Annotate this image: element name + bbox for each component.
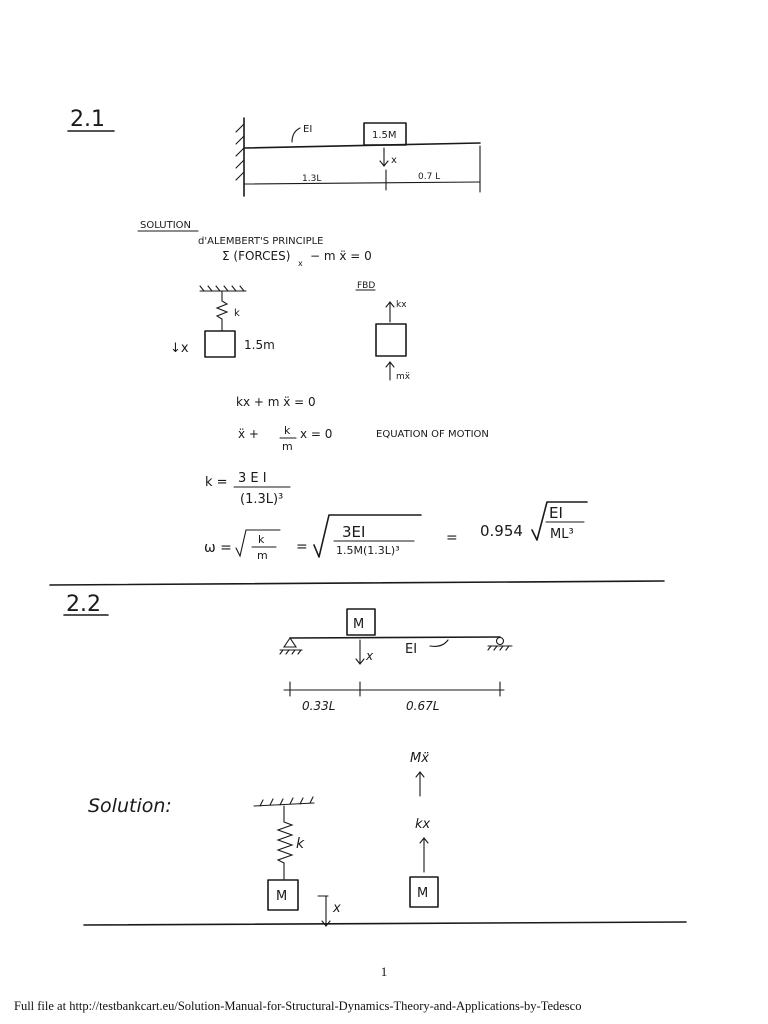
- solution-heading: SOLUTION: [140, 220, 192, 231]
- spring: [278, 806, 292, 879]
- beam: [244, 143, 480, 148]
- disp-label: x: [333, 901, 341, 916]
- disp-label: x: [391, 155, 397, 166]
- cantilever-beam-diagram: [236, 118, 480, 196]
- fbd-bottom-force: mẍ: [396, 372, 411, 382]
- spring-mass-model: [170, 286, 275, 357]
- free-body-diagram: [356, 281, 411, 382]
- right-support-roller: [497, 638, 504, 645]
- omega-coefficient: 0.954: [480, 522, 523, 540]
- sum-forces-rest: − m ẍ = 0: [310, 249, 372, 263]
- beam: [290, 637, 500, 638]
- wall-hatch: [236, 124, 244, 180]
- eq-motion-note: EQUATION OF MOTION: [376, 429, 489, 440]
- problem-number: 2.2: [66, 592, 101, 617]
- fbd-top-force: Mẍ: [410, 751, 429, 766]
- span-right-label: 0.7 L: [418, 172, 441, 182]
- k-denominator: (1.3L)³: [240, 492, 284, 507]
- ei-label: EI: [303, 124, 313, 135]
- page-number: 1: [380, 964, 388, 979]
- left-support-ground: [280, 650, 302, 654]
- disp-label: x: [366, 649, 374, 663]
- spring-mass-model: [254, 797, 341, 926]
- ei-arrow: [430, 640, 448, 646]
- sum-forces: Σ (FORCES): [222, 249, 291, 263]
- model-mass-label: 1.5m: [244, 338, 275, 352]
- problem-number: 2.1: [70, 107, 105, 132]
- k-lhs: k =: [205, 475, 228, 490]
- mass-label: 1.5M: [372, 130, 397, 141]
- fbd-mass-block: [376, 324, 406, 356]
- fbd-mid-force: kx: [415, 817, 431, 832]
- ei-label: EI: [405, 642, 418, 657]
- problem-2-2: [64, 592, 686, 926]
- span-left-label: 0.33L: [302, 699, 336, 713]
- ei-arrow: [292, 128, 300, 142]
- free-body-diagram: [410, 751, 438, 907]
- solution-heading: Solution:: [88, 795, 172, 817]
- model-mass-label: M: [276, 889, 288, 904]
- omega-eq-2: =: [446, 530, 458, 546]
- omega-num-2: 3EI: [342, 523, 366, 541]
- span-left-label: 1.3L: [302, 174, 322, 184]
- footer-link-text: Full file at http://testbankcart.eu/Solution-Manual-for-Structural-Dynamics-Theory-and-Applications-by-Tedesco: [14, 999, 582, 1013]
- eq-motion-2-lhs: ẍ +: [238, 427, 259, 441]
- principle-text: d'ALEMBERT'S PRINCIPLE: [198, 236, 324, 247]
- right-support-ground: [488, 646, 512, 650]
- simply-supported-beam-diagram: [280, 609, 512, 713]
- fbd-mass-label: M: [417, 886, 429, 901]
- spring-label: k: [234, 308, 240, 319]
- bottom-divider: [84, 922, 686, 925]
- spring-label: k: [296, 836, 305, 852]
- sum-forces-subscript: x: [298, 259, 303, 268]
- omega-num-3: EI: [549, 504, 563, 522]
- omega-den-3: ML³: [550, 527, 574, 542]
- beam-mass-label: M: [353, 617, 365, 632]
- eq-motion-2-rhs: x = 0: [300, 427, 333, 441]
- omega-den-2: 1.5M(1.3L)³: [336, 544, 400, 557]
- eq-motion-1: kx + m ẍ = 0: [236, 395, 316, 409]
- problem-2-1: [68, 107, 587, 562]
- span-right-label: 0.67L: [406, 699, 440, 713]
- support-hatch: [200, 286, 244, 291]
- fbd-title: FBD: [357, 281, 376, 291]
- model-mass-block: [205, 331, 235, 357]
- eq-motion-2-den: m: [282, 440, 293, 453]
- spring: [217, 291, 227, 331]
- k-numerator: 3 E I: [238, 471, 267, 486]
- model-disp-label: ↓x: [170, 341, 189, 356]
- omega-num-1: k: [258, 533, 265, 546]
- eq-motion-2-num: k: [284, 424, 291, 437]
- omega-eq-1: =: [296, 539, 308, 555]
- section-divider: [50, 581, 664, 585]
- omega-den-1: m: [257, 549, 268, 562]
- left-support: [284, 638, 296, 647]
- omega-lhs: ω =: [204, 540, 232, 556]
- dimension-line: [244, 182, 480, 184]
- fbd-top-force: kx: [396, 300, 407, 310]
